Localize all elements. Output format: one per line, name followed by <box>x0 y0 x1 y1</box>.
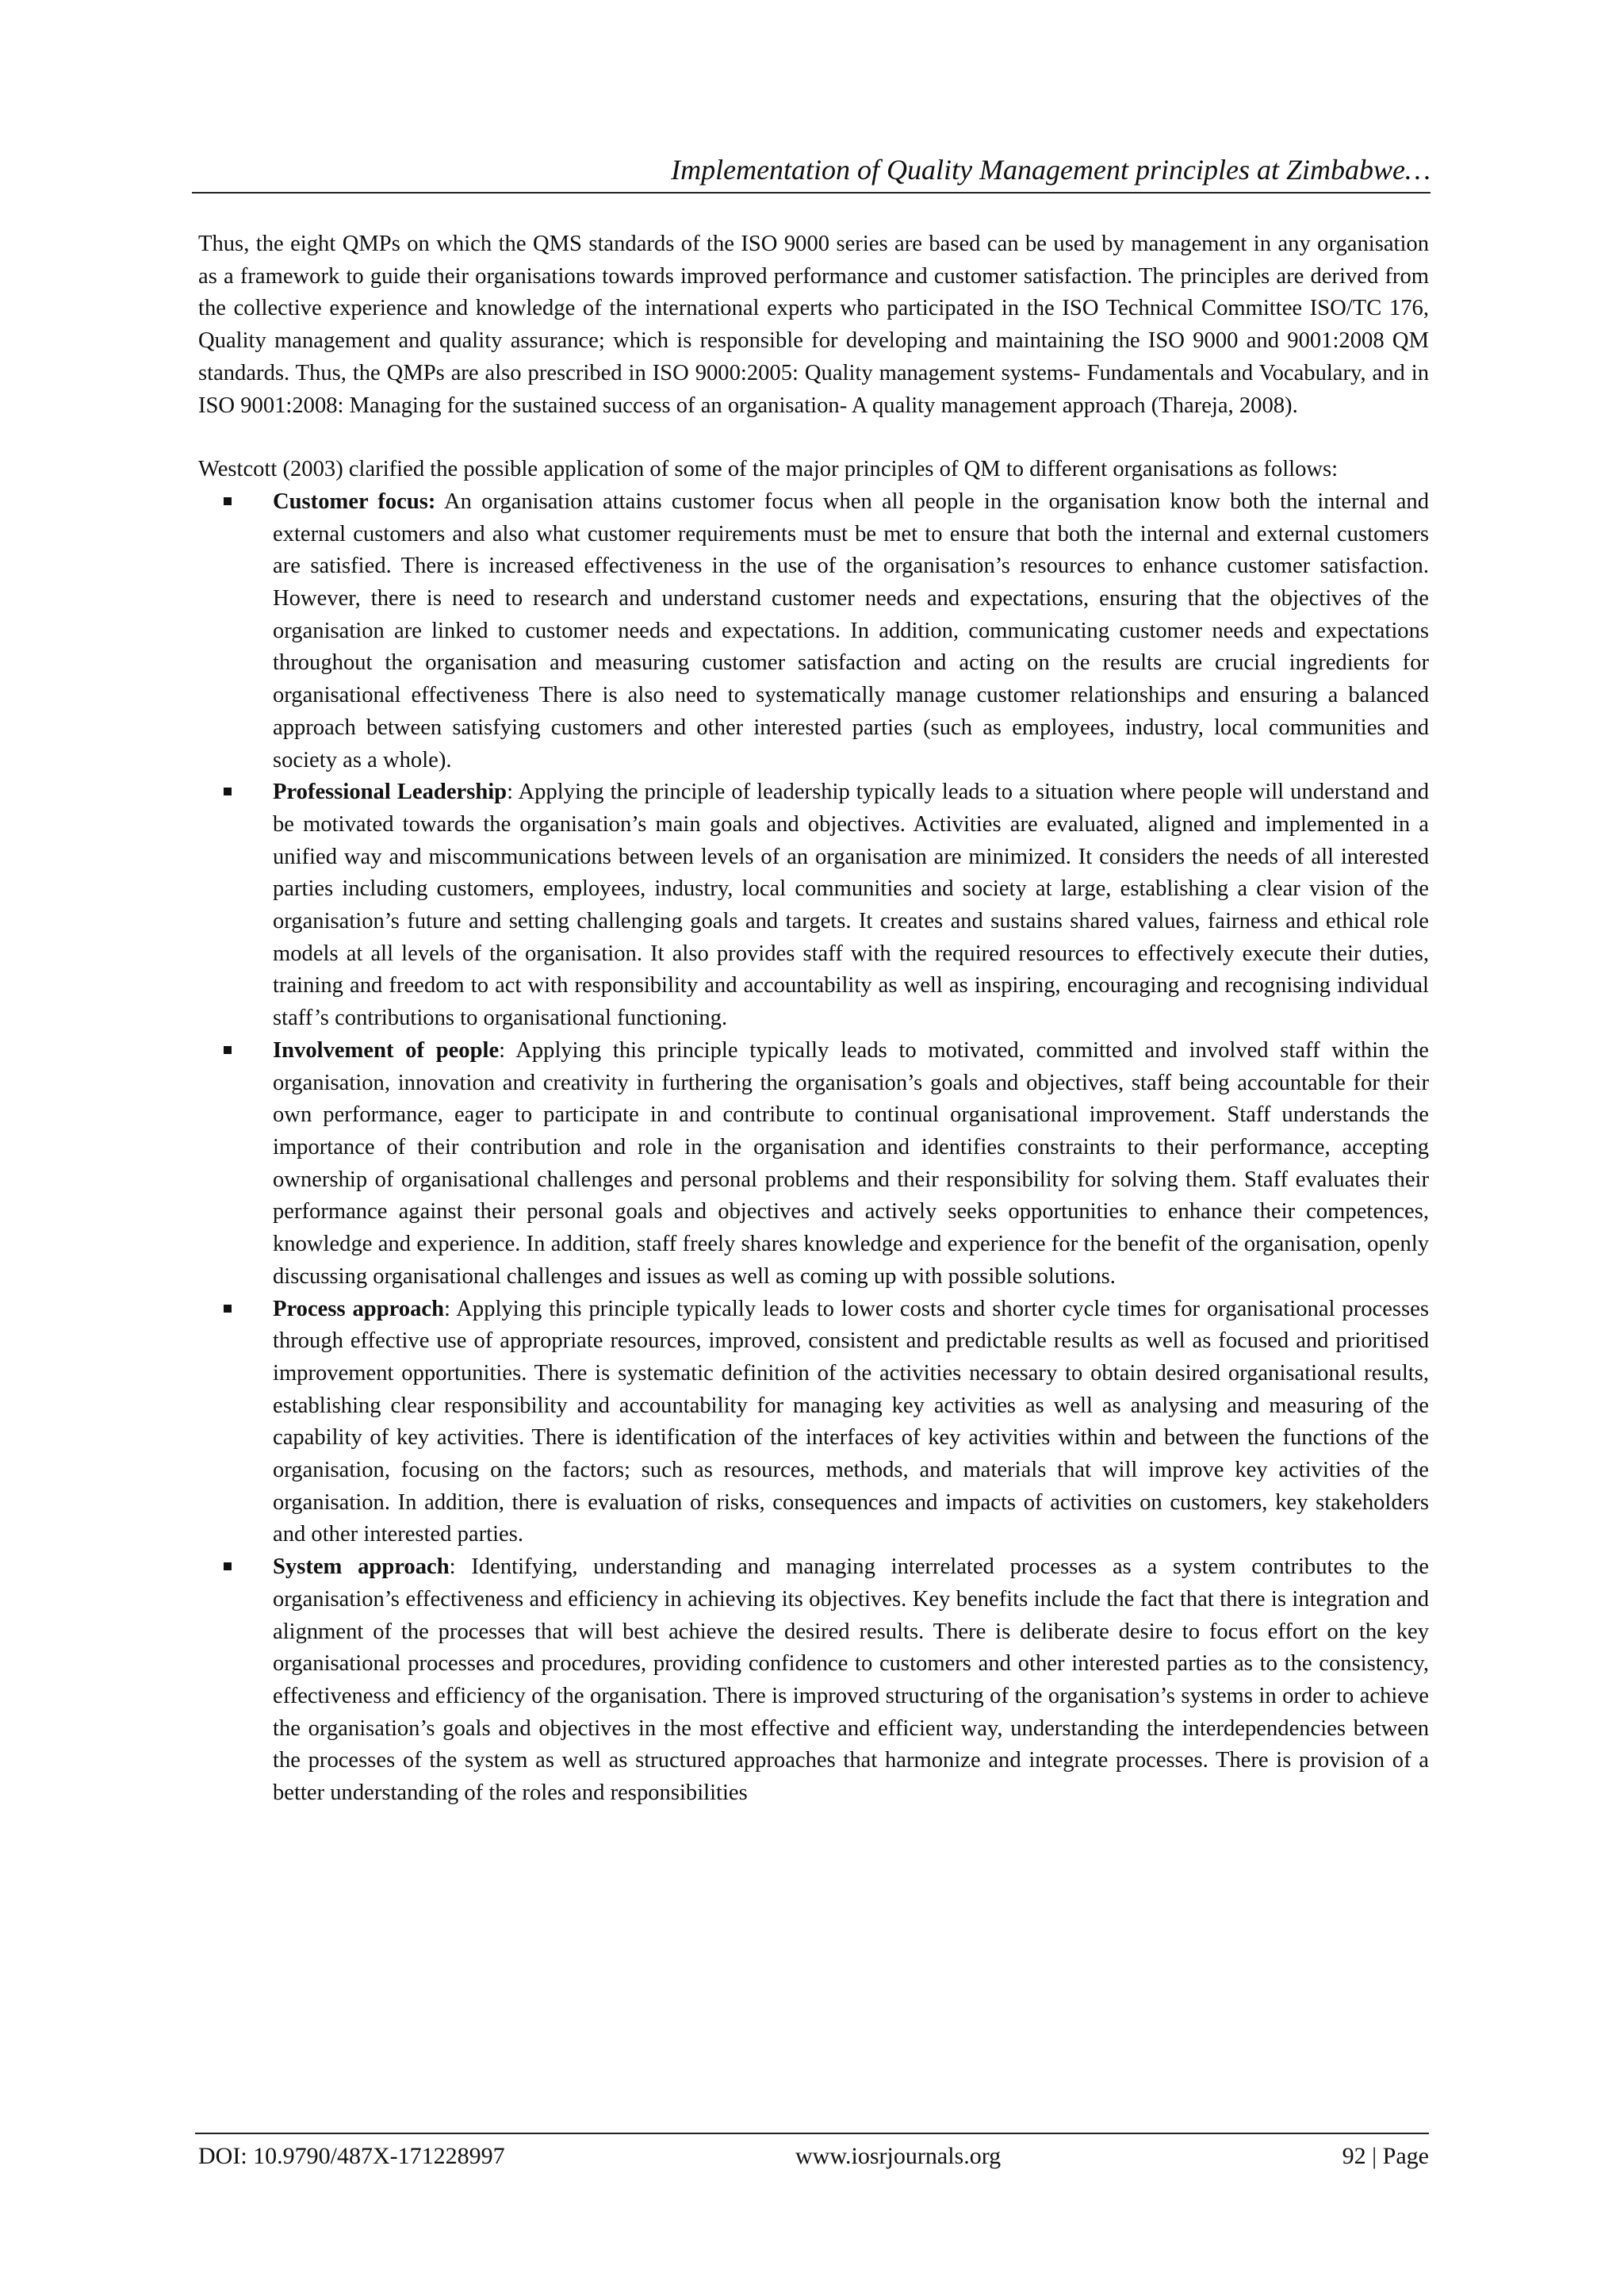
list-item-involvement-of-people <box>273 1035 1429 1294</box>
list-item-system-approach <box>273 1551 1429 1810</box>
square-bullet-icon <box>224 1046 232 1054</box>
running-header: Implementation of Quality Management principles at Zimbabwe… <box>671 154 1431 186</box>
header-divider <box>192 192 1431 194</box>
square-bullet-icon <box>224 1562 232 1570</box>
list-item-customer-focus <box>273 486 1429 776</box>
square-bullet-icon <box>224 1305 232 1313</box>
square-bullet-icon <box>224 497 232 505</box>
footer-website: www.iosrjournals.org <box>795 2143 1002 2169</box>
footer-page-number: 92 | Page <box>1342 2143 1429 2169</box>
principle-term: Professional Leadership <box>273 780 508 805</box>
principle-description: : Applying this principle typically leads to lower costs and shorter cycle times for organisational processes through effective use of appropriate resources, improved, consistent and predictable results as well as focused and prioritised improvement opportunities. There is systematic definition of the activities necessary to obtain desired organisational results, establishing clear responsibility and accountability for managing key activities as well as analysing and measuring of the capability of key activities. There is identification of the interfaces of key activities within and between the functions of the organisation, focusing on the factors; such as resources, methods, and materials that will improve key activities of the organisation. In addition, there is evaluation of risks, consequences and impacts of activities on customers, key stakeholders and other interested parties. <box>273 1296 1429 1547</box>
square-bullet-icon <box>224 788 232 795</box>
article-body <box>198 228 1429 1810</box>
principle-description: An organisation attains customer focus when all people in the organisation know both the internal and external customers and also what customer requirements must be met to ensure that both the internal and external customers are satisfied. There is increased effectiveness in the use of the organisation’s resources to enhance customer satisfaction. However, there is need to research and understand customer needs and expectations, ensuring that the objectives of the organisation are linked to customer needs and expectations. In addition, communicating customer needs and expectations throughout the organisation and measuring customer satisfaction and acting on the results are crucial ingredients for organisational effectiveness There is also need to systematically manage customer relationships and ensuring a balanced approach between satisfying customers and other interested parties (such as employees, industry, local communities and society as a whole). <box>273 489 1429 772</box>
principle-term: Involvement of people <box>273 1037 500 1063</box>
list-item-professional-leadership <box>273 776 1429 1035</box>
paragraph-westcott-intro: Westcott (2003) clarified the possible application of some of the major principles of QM to different organisations as follows: <box>198 457 1339 482</box>
principle-description: : Applying the principle of leadership typically leads to a situation where people will understand and be motivated towards the organisation’s main goals and objectives. Activities are evaluated, aligned and implemented in a unified way and miscommunications between levels of an organisation are minimized. It considers the needs of all interested parties including customers, employees, industry, local communities and society at large, establishing a clear vision of the organisation’s future and setting challenging goals and targets. It creates and sustains shared values, fairness and ethical role models at all levels of the organisation. It also provides staff with the required resources to effectively execute their duties, training and freedom to act with responsibility and accountability as well as inspiring, encouraging and recognising individual staff’s contributions to organisational functioning. <box>273 780 1429 1031</box>
footer-doi: DOI: 10.9790/487X-171228997 <box>198 2143 505 2169</box>
footer-divider <box>195 2133 1429 2134</box>
principle-description: : Identifying, understanding and managing interrelated processes as a system contributes to the organisation’s effectiveness and efficiency in achieving its objectives. Key benefits include the fact that there is integration and alignment of the processes that will best achieve the desired results. There is deliberate desire to focus effort on the key organisational processes and procedures, providing confidence to customers and other interested parties as to the consistency, effectiveness and efficiency of the organisation. There is improved structuring of the organisation’s systems in order to achieve the organisation’s goals and objectives in the most effective and efficient way, understanding the interdependencies between the processes of the system as well as structured approaches that harmonize and integrate processes. There is provision of a better understanding of the roles and responsibilities <box>273 1554 1429 1806</box>
principle-term: System approach <box>273 1554 450 1580</box>
principle-term: Customer focus: <box>273 489 436 514</box>
principle-description: : Applying this principle typically leads to motivated, committed and involved staff within the organisation, innovation and creativity in furthering the organisation’s goals and objectives, staff being accountable for their own performance, eager to participate in and contribute to continual organisational improvement. Staff understands the importance of their contribution and role in the organisation and identifies constraints to their performance, accepting ownership of organisational challenges and personal problems and their responsibility for solving them. Staff evaluates their performance against their personal goals and objectives and actively seeks opportunities to enhance their competences, knowledge and experience. In addition, staff freely shares knowledge and experience for the benefit of the organisation, openly discussing organisational challenges and issues as well as coming up with possible solutions. <box>273 1037 1429 1289</box>
list-item-process-approach <box>273 1294 1429 1552</box>
principles-list <box>198 486 1429 1810</box>
principle-term: Process approach <box>273 1296 444 1321</box>
paragraph-qmp-framework: Thus, the eight QMPs on which the QMS standards of the ISO 9000 series are based can be used by management in any organisation as a framework to guide their organisations towards improved performance and customer satisfaction. The principles are derived from the collective experience and knowledge of the international experts who participated in the ISO Technical Committee ISO/TC 176, Quality management and quality assurance; which is responsible for developing and maintaining the ISO 9000 and 9001:2008 QM standards. Thus, the QMPs are also prescribed in ISO 9000:2005: Quality management systems- Fundamentals and Vocabulary, and in ISO 9001:2008: Managing for the sustained success of an organisation- A quality management approach (Thareja, 2008). <box>198 232 1429 418</box>
